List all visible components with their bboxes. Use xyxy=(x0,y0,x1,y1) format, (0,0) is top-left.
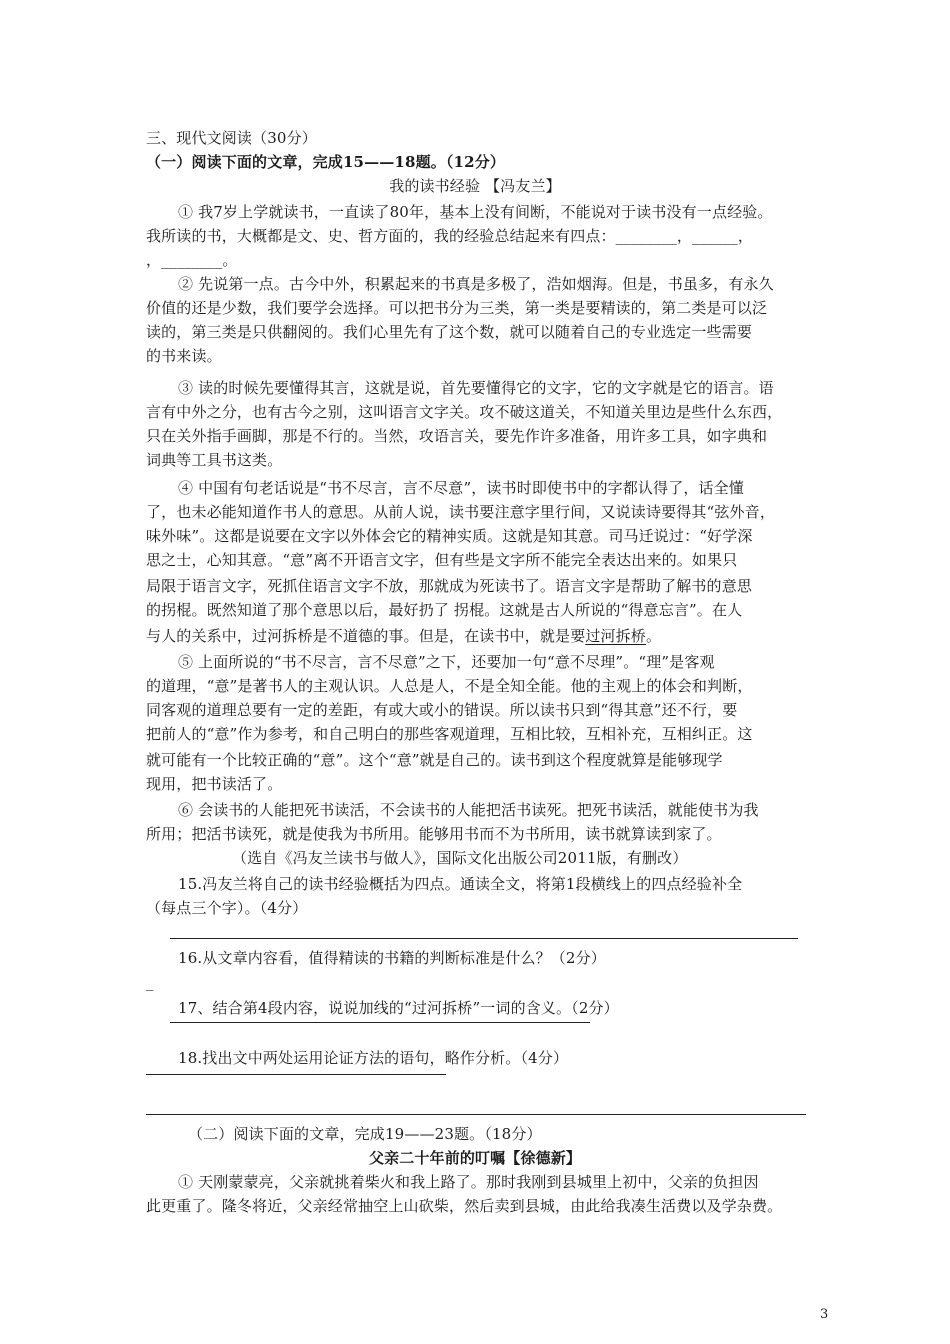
article1-line: 了，也未必能知道作书人的意思。从前人说，读书要注意字里行间，又说读诗要得其“弦外音， xyxy=(146,503,775,521)
article1-line: ⑤ 上面所说的“书不尽言，言不尽意”之下，还要加一句“意不尽理”。“理”是客观 xyxy=(178,653,715,671)
question-15: 15.冯友兰将自己的读书经验概括为四点。通读全文，将第1段横线上的四点经验补全 xyxy=(178,875,743,893)
article1-line: 的拐棍。既然知道了那个意思以后，最好扔了 拐棍。这就是古人所说的“得意忘言”。在人 xyxy=(146,601,743,619)
article1-title: 我的读书经验 【冯友兰】 xyxy=(389,177,561,195)
article1-line: 局限于语言文字，死抓住语言文字不放，那就成为死读书了。语言文字是帮助了解书的意思 xyxy=(146,577,753,595)
article2-line: ① 天刚蒙蒙亮，父亲就挑着柴火和我上路了。那时我刚到县城里上初中，父亲的负担因 xyxy=(178,1173,759,1191)
article2-title: 父亲二十年前的叮嘱【徐德新】 xyxy=(368,1149,582,1167)
article1-source: （选自《冯友兰读书与做人》，国际文化出版公司2011版，有删改） xyxy=(232,849,688,867)
question-15-cont: （每点三个字）。（4分） xyxy=(146,899,308,917)
article1-line: 价值的还是少数，我们要学会选择。可以把书分为三类，第一类是要精读的，第二类是可以泛 xyxy=(146,299,768,317)
question-18: 18.找出文中两处运用论证方法的语句，略作分析。（4分） xyxy=(178,1049,569,1067)
stray-mark: _ xyxy=(146,973,154,991)
answer-line xyxy=(170,938,798,939)
page-number: 3 xyxy=(820,1307,829,1322)
part2-heading: （二）阅读下面的文章，完成19——23题。（18分） xyxy=(188,1125,542,1143)
article1-line-with-underline xyxy=(146,626,661,646)
article1-line: 言有中外之分，也有古今之别，这叫语言文字关。攻不破这道关，不知道关里边是些什么东西， xyxy=(146,403,783,421)
article1-line: 就可能有一个比较正确的“意”。这个“意”就是自己的。读书到这个程度就算是能够现学 xyxy=(146,751,723,769)
article1-line: 词典等工具书这类。 xyxy=(146,451,283,469)
article1-line: 把前人的“意”作为参考，和自己明白的那些客观道理，互相比较，互相补充，互相纠正。这 xyxy=(146,725,753,743)
article1-line: 我所读的书，大概都是文、史、哲方面的，我的经验总结起来有四点：________，______， xyxy=(146,227,754,245)
answer-line xyxy=(146,1074,446,1075)
article1-line-text: 与人的关系中，过河拆桥是不道德的事。但是，在读书中，就是要 xyxy=(146,627,586,645)
article1-line: 味外味”。这都是说要在文字以外体会它的精神实质。这就是知其意。司马迁说过：“好学深 xyxy=(146,527,753,545)
article1-line: 现用，把书读活了。 xyxy=(146,775,283,793)
question-17: 17、结合第4段内容，说说加线的“过河拆桥”一词的含义。（2分） xyxy=(178,999,619,1017)
article1-line: 的道理，“意”是著书人的主观认识。人总是人，不是全知全能。他的主观上的体会和判断， xyxy=(146,677,753,695)
article1-line: ④ 中国有句老话说是“书不尽言，言不尽意”，读书时即使书中的字都认得了，话全懂 xyxy=(178,479,744,497)
article1-line: ，________。 xyxy=(146,251,238,269)
answer-line xyxy=(146,1114,806,1115)
part1-heading: （一）阅读下面的文章，完成15——18题。（12分） xyxy=(146,153,506,171)
article1-line: ② 先说第一点。古今中外，积累起来的书真是多极了，浩如烟海。但是，书虽多，有永久 xyxy=(178,275,774,293)
question-16: 16.从文章内容看，值得精读的书籍的判断标准是什么？（2分） xyxy=(178,949,606,967)
article1-line: 思之士，心知其意。“意”离不开语言文字，但有些是文字所不能完全表达出来的。如果只 xyxy=(146,551,738,569)
article2-line: 此更重了。隆冬将近，父亲经常抽空上山砍柴，然后卖到县城，由此给我凑生活费以及学杂费。 xyxy=(146,1197,783,1215)
article1-line: 只在关外指手画脚，那是不行的。当然，攻语言关，要先作许多准备，用许多工具，如字典和 xyxy=(146,427,768,445)
underlined-phrase: 过河拆桥 xyxy=(585,627,646,645)
section-heading: 三、现代文阅读（30分） xyxy=(146,129,317,147)
answer-line xyxy=(170,1022,590,1023)
article1-line: ③ 读的时候先要懂得其言，这就是说，首先要懂得它的文字，它的文字就是它的语言。语 xyxy=(178,379,774,397)
article1-line: 同客观的道理总要有一定的差距，有或大或小的错误。所以读书只到“得其意”还不行，要 xyxy=(146,701,738,719)
article1-line: ① 我7岁上学就读书，一直读了80年，基本上没有间断，不能说对于读书没有一点经验。 xyxy=(178,203,773,221)
article1-line: 读的，第三类是只供翻阅的。我们心里先有了这个数，就可以随着自己的专业选定一些需要 xyxy=(146,323,753,341)
article1-line: 所用；把活书读死，就是使我为书所用。能够用书而不为书所用，读书就算读到家了。 xyxy=(146,825,722,843)
phrase-end: 。 xyxy=(645,627,662,645)
article1-line: 的书来读。 xyxy=(146,347,222,365)
article1-line: ⑥ 会读书的人能把死书读活，不会读书的人能把活书读死。把死书读活，就能使书为我 xyxy=(178,801,759,819)
